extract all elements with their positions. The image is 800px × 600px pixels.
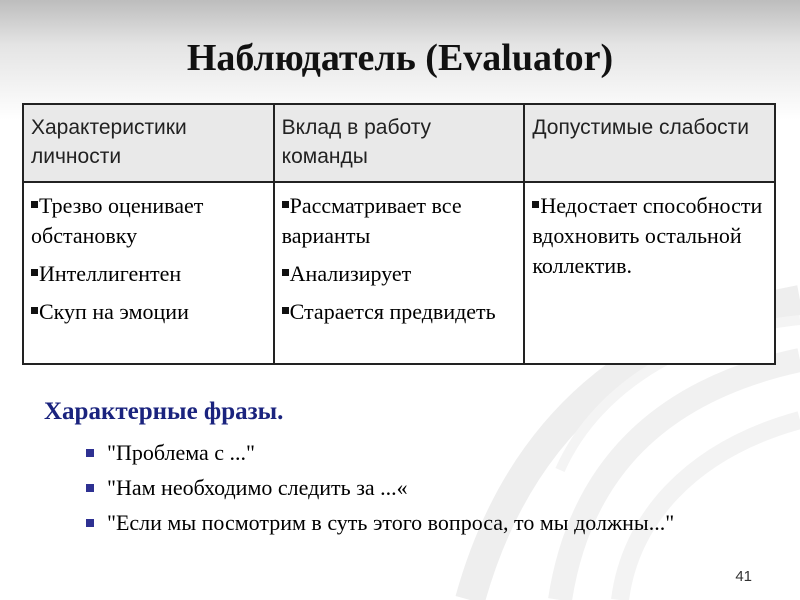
header-weaknesses: Допустимые слабости: [524, 104, 775, 182]
list-item-text: Скуп на эмоции: [39, 299, 189, 324]
list-item: [31, 259, 267, 289]
list-item-text: Недостает способности вдохновить остальной коллектив.: [532, 193, 763, 278]
personality-cell: [23, 182, 274, 364]
phrase-text: "Нам необходимо следить за ...«: [107, 475, 408, 500]
square-bullet-icon: [86, 484, 94, 492]
square-bullet-icon: [31, 201, 38, 208]
traits-table: [22, 103, 776, 365]
list-item: [282, 297, 518, 327]
list-item: [31, 191, 267, 251]
weaknesses-cell: [524, 182, 775, 364]
list-item: [31, 297, 267, 327]
list-item: [66, 510, 706, 536]
square-bullet-icon: [31, 269, 38, 276]
square-bullet-icon: [282, 201, 289, 208]
square-bullet-icon: [282, 269, 289, 276]
square-bullet-icon: [86, 519, 94, 527]
list-item-text: Рассматривает все варианты: [281, 193, 462, 248]
phrase-text: "Проблема с ...": [107, 440, 256, 465]
page-number: 41: [735, 568, 752, 585]
phrase-text: "Если мы посмотрим в суть этого вопроса, то мы должны...": [107, 510, 675, 535]
header-contribution: Вклад в работу команды: [274, 104, 525, 182]
list-item-text: Анализирует: [289, 261, 412, 286]
list-item: [282, 259, 518, 289]
slide-title: Наблюдатель (Evaluator): [186, 37, 614, 79]
list-item: [66, 440, 706, 466]
list-item: [532, 191, 768, 281]
square-bullet-icon: [532, 201, 539, 208]
phrases-list: [66, 440, 706, 545]
list-item: [66, 475, 706, 501]
phrases-heading: Характерные фразы.: [44, 398, 284, 425]
table-row: [23, 182, 775, 364]
header-personality: Характеристики личности: [23, 104, 274, 182]
list-item-text: Старается предвидеть: [289, 299, 496, 324]
square-bullet-icon: [31, 307, 38, 314]
square-bullet-icon: [86, 449, 94, 457]
list-item: [282, 191, 518, 251]
list-item-text: Интеллигентен: [39, 261, 182, 286]
table-header-row: [23, 104, 775, 182]
square-bullet-icon: [282, 307, 289, 314]
contribution-cell: [274, 182, 525, 364]
list-item-text: Трезво оценивает обстановку: [31, 193, 204, 248]
